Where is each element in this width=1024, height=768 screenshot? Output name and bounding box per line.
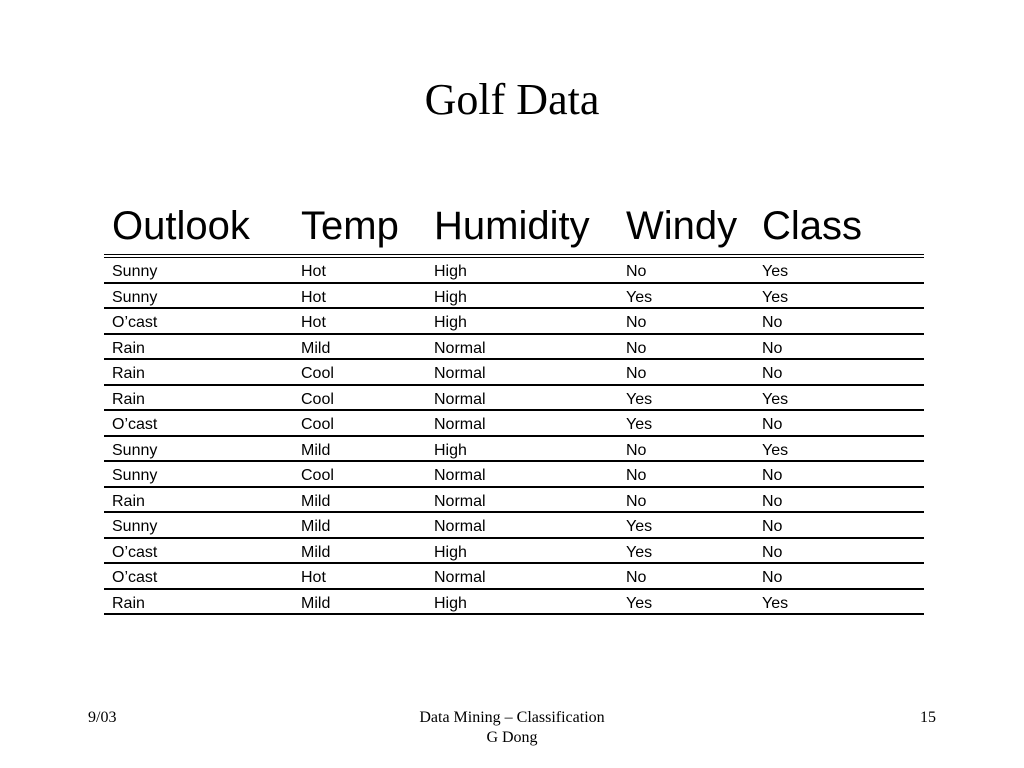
cell-temp: Mild: [301, 518, 331, 535]
cell-outlook: Rain: [112, 339, 145, 357]
cell-class: No: [762, 492, 783, 510]
cell-class: No: [762, 314, 783, 331]
table-row: [104, 539, 924, 565]
cell-class: No: [762, 569, 783, 586]
cell-humidity: High: [434, 288, 467, 306]
cell-windy: No: [626, 441, 647, 459]
cell-class: Yes: [762, 288, 789, 306]
cell-temp: Hot: [301, 569, 326, 586]
cell-temp: Hot: [301, 314, 326, 331]
cell-humidity: Normal: [434, 390, 486, 408]
table-row: [104, 590, 924, 616]
cell-temp: Mild: [301, 594, 331, 612]
cell-windy: No: [626, 339, 647, 357]
footer-page-number: 15: [920, 709, 936, 726]
table-row: [104, 513, 924, 539]
cell-windy: No: [626, 263, 647, 280]
golf-data-table: [104, 198, 924, 615]
footer-center: [362, 708, 662, 748]
cell-temp: Cool: [301, 390, 334, 408]
cell-windy: Yes: [626, 288, 653, 306]
table-row: [104, 360, 924, 386]
cell-humidity: Normal: [434, 492, 486, 510]
cell-outlook: O’cast: [112, 569, 158, 586]
cell-temp: Mild: [301, 339, 331, 357]
column-header-outlook: Outlook: [112, 204, 250, 248]
cell-outlook: Rain: [112, 492, 145, 510]
cell-temp: Mild: [301, 441, 331, 459]
cell-humidity: Normal: [434, 467, 486, 484]
cell-temp: Cool: [301, 416, 334, 433]
column-header-windy: Windy: [626, 204, 738, 248]
cell-windy: No: [626, 492, 647, 510]
table-row: [104, 437, 924, 463]
cell-temp: Mild: [301, 492, 331, 510]
cell-outlook: Sunny: [112, 518, 158, 535]
cell-outlook: Sunny: [112, 441, 158, 459]
cell-class: Yes: [762, 441, 789, 459]
cell-humidity: High: [434, 543, 467, 561]
cell-windy: No: [626, 365, 647, 382]
table-row: [104, 258, 924, 284]
table-row: [104, 411, 924, 437]
table-row: [104, 462, 924, 488]
cell-windy: Yes: [626, 518, 653, 535]
cell-humidity: High: [434, 441, 467, 459]
cell-humidity: High: [434, 594, 467, 612]
cell-windy: No: [626, 314, 647, 331]
cell-class: No: [762, 518, 783, 535]
table-row: [104, 284, 924, 310]
cell-class: No: [762, 543, 783, 561]
column-header-class: Class: [762, 204, 863, 248]
cell-class: No: [762, 365, 783, 382]
cell-temp: Mild: [301, 543, 331, 561]
table-row: [104, 386, 924, 412]
cell-humidity: High: [434, 314, 467, 331]
cell-class: Yes: [762, 263, 789, 280]
cell-outlook: Rain: [112, 594, 145, 612]
table-row: [104, 335, 924, 361]
cell-humidity: High: [434, 263, 467, 280]
cell-class: No: [762, 467, 783, 484]
cell-windy: Yes: [626, 390, 653, 408]
cell-class: Yes: [762, 390, 789, 408]
table-row: [104, 309, 924, 335]
cell-temp: Cool: [301, 467, 334, 484]
cell-outlook: O’cast: [112, 416, 158, 433]
cell-windy: Yes: [626, 543, 653, 561]
table-row: [104, 488, 924, 514]
table-row: [104, 564, 924, 590]
cell-class: Yes: [762, 594, 789, 612]
cell-outlook: Sunny: [112, 263, 158, 280]
cell-class: No: [762, 416, 783, 433]
cell-humidity: Normal: [434, 518, 486, 535]
table-header-row: [104, 198, 924, 254]
cell-temp: Hot: [301, 288, 326, 306]
cell-humidity: Normal: [434, 569, 486, 586]
cell-windy: Yes: [626, 594, 653, 612]
column-header-humidity: Humidity: [434, 204, 590, 248]
cell-windy: No: [626, 467, 647, 484]
footer-author: G Dong: [486, 729, 538, 746]
cell-outlook: Rain: [112, 365, 145, 382]
cell-humidity: Normal: [434, 339, 486, 357]
cell-windy: No: [626, 569, 647, 586]
cell-temp: Hot: [301, 263, 326, 280]
cell-outlook: O’cast: [112, 543, 158, 561]
cell-outlook: O’cast: [112, 314, 158, 331]
footer-date: 9/03: [88, 709, 117, 726]
column-header-temp: Temp: [301, 204, 399, 248]
cell-outlook: Sunny: [112, 467, 158, 484]
cell-outlook: Sunny: [112, 288, 158, 306]
table-body: [104, 258, 924, 615]
cell-humidity: Normal: [434, 365, 486, 382]
slide-title: Golf Data: [424, 75, 600, 124]
footer-course: Data Mining – Classification: [419, 709, 605, 726]
cell-temp: Cool: [301, 365, 334, 382]
cell-outlook: Rain: [112, 390, 145, 408]
cell-windy: Yes: [626, 416, 653, 433]
cell-humidity: Normal: [434, 416, 486, 433]
cell-class: No: [762, 339, 783, 357]
